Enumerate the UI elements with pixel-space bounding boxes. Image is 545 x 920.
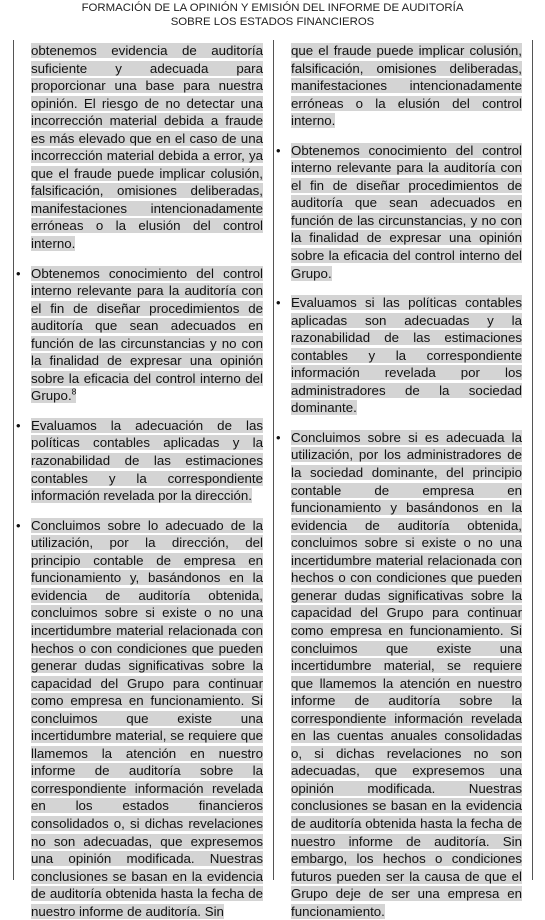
left-list-item-1 xyxy=(16,265,263,405)
right-item-2-text: Evaluamos si las políticas contables aplicadas son adecuadas y la razonabilidad de las estimaciones contables y la correspondiente información revelada por los administradores de la sociedad dominante. xyxy=(291,295,522,416)
bullet-icon: • xyxy=(276,429,281,445)
left-list-item-3 xyxy=(16,517,263,920)
bullet-icon: • xyxy=(16,517,21,533)
left-item-1-text: Obtenemos conocimiento del control interno relevante para la auditoría con el fin de diseñar procedimientos de auditoría que sean adecuados en función de las circunstancias y no con la finalidad de expresar una opinión sobre la eficacia del control interno del Grupo. xyxy=(31,265,263,404)
bullet-icon: • xyxy=(16,265,21,281)
right-item-1-text: Obtenemos conocimiento del control interno relevante para la auditoría con el fin de diseñar procedimientos de auditoría que sean adecuados en función de las circunstancias, y no con la finalidad de expresar una opinión sobre la eficacia del control interno del Grupo. xyxy=(291,142,522,281)
bullet-icon: • xyxy=(16,417,21,433)
right-list-item-3 xyxy=(276,429,522,920)
bullet-icon: • xyxy=(276,295,281,311)
left-continuation-paragraph xyxy=(31,42,263,253)
right-item-3-text: Concluimos sobre si es adecuada la utilización, por los administradores de la sociedad dominante, del principio contable de empresa en funcionamiento y basándonos en la evidencia de auditoría obtenida, concluimos sobre si existe o no una incertidumbre material relacionada con hechos o con condiciones que pueden generar dudas significativas sobre la capacidad del Grupo para continuar como empresa en funcionamiento. Si concluimos que existe una incertidumbre material, se requiere que llamemos la atención en nuestro informe de auditoría sobre la correspondiente información revelada en las cuentas anuales consolidadas o, si dichas revelaciones no son adecuadas, que expresemos una opinión modificada. Nuestras conclusiones se basan en la evidencia de auditoría obtenida hasta la fecha de nuestro informe de auditoría. Sin embargo, los hechos o condiciones futuros pueden ser la causa de que el Grupo deje de ser una empresa en funcionamiento. xyxy=(291,429,522,919)
header-line-1: FORMACIÓN DE LA OPINIÓN Y EMISIÓN DEL INFORME DE AUDITORÍA xyxy=(81,2,464,14)
comparison-table xyxy=(13,40,533,919)
header-line-2: SOBRE LOS ESTADOS FINANCIEROS xyxy=(170,15,375,28)
footnote-ref: 8 xyxy=(71,386,77,397)
bullet-icon: • xyxy=(276,142,281,158)
right-continuation-paragraph xyxy=(291,42,522,130)
left-list-item-2 xyxy=(16,417,263,505)
right-list-item-2 xyxy=(276,294,522,417)
right-continuation-text: que el fraude puede implicar colusión, falsificación, omisiones deliberadas, manifestaciones intencionadamente erróneas o la elusión del control interno. xyxy=(291,43,522,129)
left-item-3-text: Concluimos sobre lo adecuado de la utilización, por la dirección, del principio contable de empresa en funcionamiento y, basándonos en la evidencia de auditoría obtenida, concluimos sobre si existe o no una incertidumbre material relacionada con hechos o con condiciones que pueden generar dudas significativas sobre la capacidad del Grupo para continuar como empresa en funcionamiento. Si concluimos que existe una incertidumbre material, se requiere que llamemos la atención en nuestro informe de auditoría sobre la correspondiente información revelada en los estados financieros consolidados o, si dichas revelaciones no son adecuadas, que expresemos una opinión modificada. Nuestras conclusiones se basan en la evidencia de auditoría obtenida hasta la fecha de nuestro informe de auditoría. Sin xyxy=(31,517,263,919)
right-list-item-1 xyxy=(276,142,522,282)
page-header xyxy=(0,2,545,29)
right-column xyxy=(274,40,532,919)
left-column xyxy=(14,40,274,919)
left-continuation-text: obtenemos evidencia de auditoría suficiente y adecuada para proporcionar una base para nuestra opinión. El riesgo de no detectar una incorrección material debida a fraude es más elevado que en el caso de una incorrección material debida a error, ya que el fraude puede implicar colusión, falsificación, omisiones deliberadas, manifestaciones intencionadamente erróneas o la elusión del control interno. xyxy=(31,43,263,252)
left-item-2-text: Evaluamos la adecuación de las políticas contables aplicadas y la razonabilidad de las estimaciones contables y la correspondiente información revelada por la dirección. xyxy=(31,417,263,504)
